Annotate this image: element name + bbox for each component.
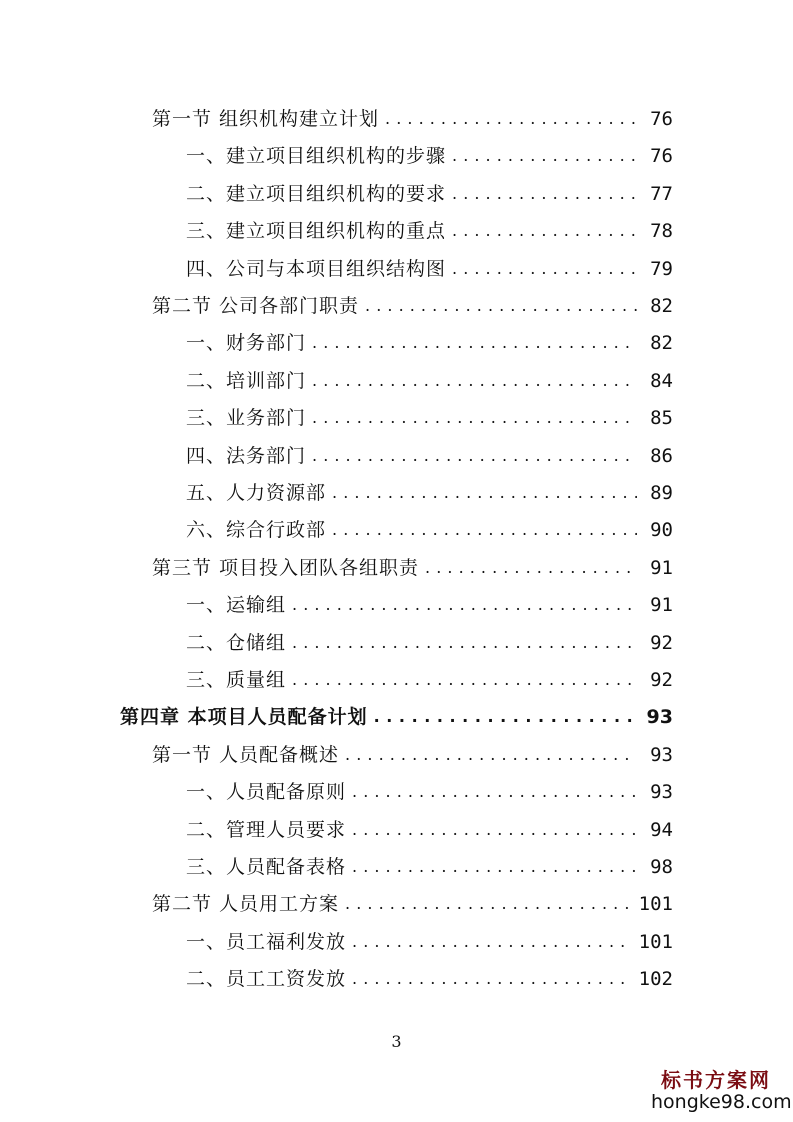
- toc-entry-page: 79: [650, 257, 673, 280]
- toc-leader-dots: [352, 852, 637, 882]
- toc-entry-title: 二、员工工资发放: [186, 968, 347, 991]
- toc-entry-title: 第一节 组织机构建立计划: [152, 108, 380, 130]
- toc-entry-item[interactable]: [186, 515, 673, 545]
- toc-leader-dots: [292, 665, 637, 695]
- toc-leader-dots: [345, 740, 637, 770]
- toc-entry-title: 四、公司与本项目组织结构图: [186, 257, 447, 280]
- toc-entry-item[interactable]: [186, 179, 673, 209]
- toc-entry-title: 二、培训部门: [186, 369, 307, 392]
- toc-leader-dots: [312, 441, 637, 471]
- toc-leader-dots: [292, 590, 637, 620]
- toc-entry-page: 77: [650, 182, 673, 205]
- toc-entry-item[interactable]: [186, 441, 673, 471]
- toc-entry-title: 三、质量组: [186, 669, 287, 691]
- toc-entry-page: 92: [650, 631, 673, 654]
- toc-leader-dots: [452, 141, 637, 171]
- watermark-site-name: 标书方案网: [661, 1068, 771, 1093]
- toc-entry-page: 93: [646, 706, 673, 729]
- toc-entry-section[interactable]: [152, 889, 673, 919]
- toc-entry-page: 86: [650, 444, 673, 467]
- toc-entry-page: 101: [638, 930, 673, 953]
- toc-entry-title: 二、管理人员要求: [186, 818, 347, 841]
- toc-leader-dots: [332, 515, 637, 545]
- toc-entry-item[interactable]: [186, 815, 673, 845]
- toc-entry-title: 一、建立项目组织机构的步骤: [186, 145, 447, 168]
- toc-leader-dots: [365, 291, 637, 321]
- toc-entry-page: 91: [650, 594, 673, 617]
- toc-entry-title: 第三节 项目投入团队各组职责: [152, 556, 420, 579]
- toc-entry-item[interactable]: [186, 366, 673, 396]
- toc-leader-dots: [312, 366, 637, 396]
- toc-entry-page: 84: [650, 369, 673, 392]
- page-number: 3: [391, 1032, 402, 1051]
- toc-entry-title: 一、人员配备原则: [186, 781, 347, 804]
- toc-entry-page: 101: [638, 893, 673, 916]
- toc-entry-item[interactable]: [186, 590, 673, 620]
- toc-entry-item[interactable]: [186, 852, 673, 882]
- toc-entry-item[interactable]: [186, 628, 673, 658]
- toc-entry-title: 二、仓储组: [186, 631, 287, 654]
- toc-entry-page: 82: [650, 295, 673, 317]
- toc-entry-page: 82: [650, 332, 673, 355]
- toc-leader-dots: [352, 964, 631, 994]
- toc-entry-item[interactable]: [186, 665, 673, 695]
- toc-entry-title: 五、人力资源部: [186, 482, 327, 504]
- toc-entry-title: 第一节 人员配备概述: [152, 743, 340, 766]
- toc-entry-title: 三、人员配备表格: [186, 856, 347, 878]
- toc-entry-page: 78: [650, 220, 673, 243]
- toc-leader-dots: [385, 104, 637, 134]
- toc-entry-page: 93: [650, 781, 673, 804]
- toc-entry-item[interactable]: [186, 964, 673, 994]
- toc-entry-page: 93: [650, 743, 673, 766]
- toc-leader-dots: [312, 403, 637, 433]
- toc-leader-dots: [374, 702, 637, 732]
- toc-entry-page: 94: [650, 818, 673, 841]
- toc-entry-section[interactable]: [152, 553, 673, 583]
- toc-entry-section[interactable]: [152, 740, 673, 770]
- toc-entry-title: 一、运输组: [186, 594, 287, 617]
- toc-entry-item[interactable]: [186, 141, 673, 171]
- toc-entry-title: 第二节 公司各部门职责: [152, 295, 360, 317]
- toc-entry-page: 90: [650, 519, 673, 542]
- toc-entry-page: 91: [650, 556, 673, 579]
- toc-leader-dots: [352, 777, 637, 807]
- toc-leader-dots: [292, 628, 637, 658]
- toc-leader-dots: [352, 927, 631, 957]
- toc-entry-item[interactable]: [186, 216, 673, 246]
- toc-leader-dots: [332, 478, 637, 508]
- toc-leader-dots: [452, 254, 637, 284]
- toc-leader-dots: [312, 328, 637, 358]
- toc-entry-page: 102: [638, 968, 673, 991]
- toc-entry-chapter[interactable]: [120, 702, 673, 732]
- toc-entry-item[interactable]: [186, 254, 673, 284]
- toc-entry-item[interactable]: [186, 927, 673, 957]
- toc-entry-page: 85: [650, 407, 673, 430]
- toc-entry-title: 一、财务部门: [186, 332, 307, 355]
- toc-entry-page: 76: [650, 108, 673, 130]
- toc-leader-dots: [452, 216, 637, 246]
- toc-entry-item[interactable]: [186, 478, 673, 508]
- toc-leader-dots: [425, 553, 637, 583]
- toc-entry-title: 三、业务部门: [186, 407, 307, 430]
- watermark-logo: [651, 1068, 792, 1114]
- toc-entry-title: 六、综合行政部: [186, 519, 327, 542]
- toc-entry-title: 二、建立项目组织机构的要求: [186, 182, 447, 205]
- watermark-url: hongke98.com: [651, 1091, 792, 1114]
- toc-leader-dots: [352, 815, 637, 845]
- toc-entry-title: 三、建立项目组织机构的重点: [186, 220, 447, 243]
- toc-entry-title: 第四章 本项目人员配备计划: [120, 706, 368, 729]
- toc-entry-title: 四、法务部门: [186, 444, 307, 467]
- toc-entry-page: 98: [650, 856, 673, 878]
- toc-entry-title: 第二节 人员用工方案: [152, 893, 340, 916]
- toc-entry-page: 76: [650, 145, 673, 168]
- toc-entry-page: 92: [650, 669, 673, 691]
- toc-leader-dots: [452, 179, 637, 209]
- toc-entry-title: 一、员工福利发放: [186, 930, 347, 953]
- toc-entry-page: 89: [650, 482, 673, 504]
- toc-entry-item[interactable]: [186, 328, 673, 358]
- toc-entry-section[interactable]: [152, 291, 673, 321]
- toc-entry-item[interactable]: [186, 777, 673, 807]
- toc-entry-section[interactable]: [152, 104, 673, 134]
- toc-entry-item[interactable]: [186, 403, 673, 433]
- toc-leader-dots: [345, 889, 631, 919]
